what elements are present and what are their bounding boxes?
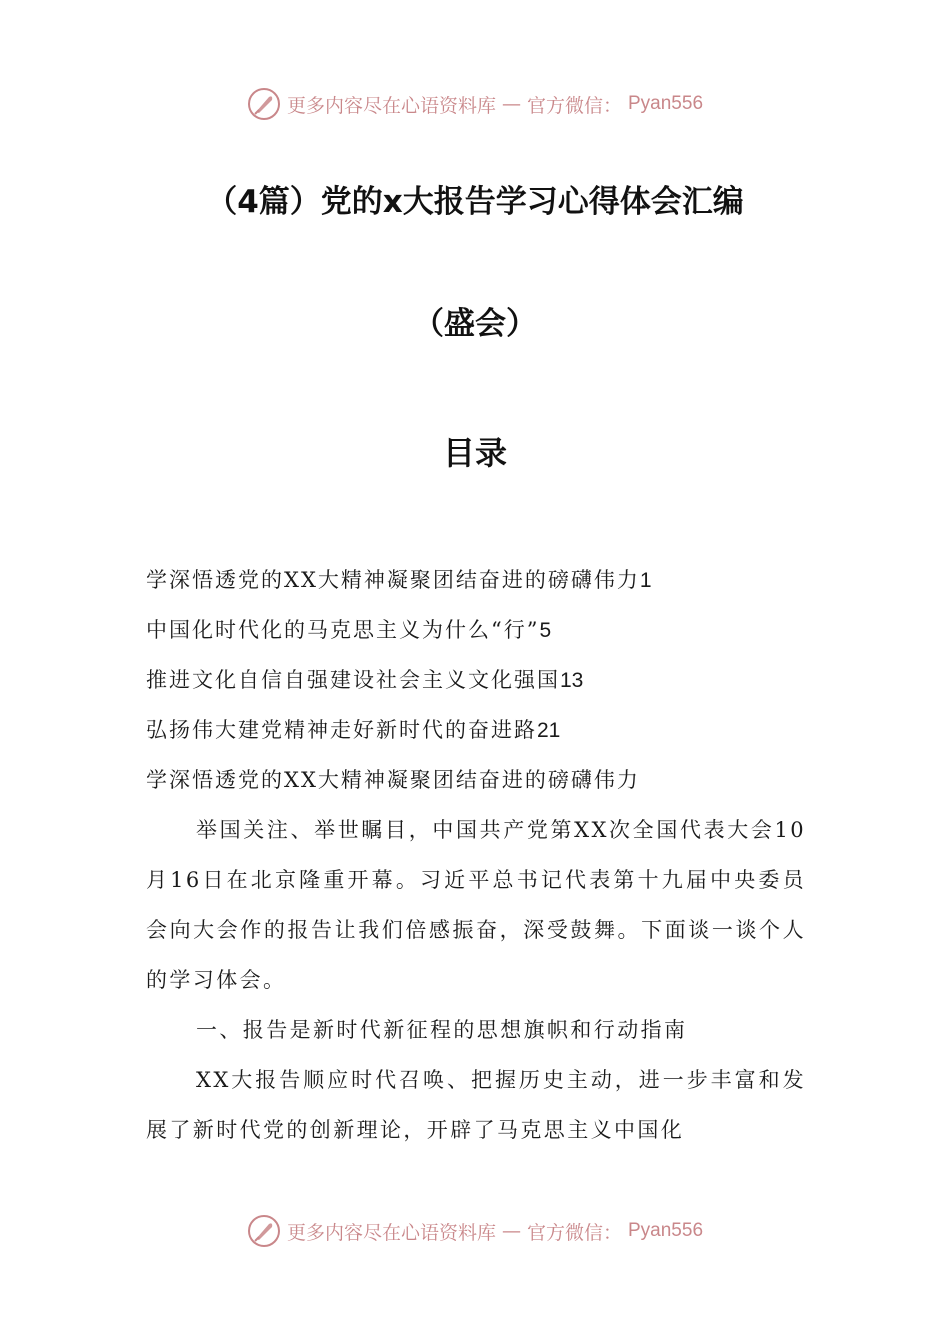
toc-item[interactable] (146, 610, 652, 660)
watermark-text: 更多内容尽在心语资料库 (286, 1221, 496, 1244)
watermark-header (0, 84, 950, 124)
document-subtitle: （盛会） (413, 306, 537, 342)
watermark-text: 更多内容尽在心语资料库 (286, 94, 496, 117)
toc-item[interactable] (146, 560, 652, 610)
table-of-contents (146, 560, 652, 760)
toc-item-title: 推进文化自信自强建设社会主义文化强国 (146, 668, 560, 692)
watermark-wechat-id: Pyan556 (628, 93, 704, 114)
article-section-heading: 一、报告是新时代新征程的思想旗帜和行动指南 (196, 1018, 688, 1042)
watermark-wechat-label: 官方微信： (526, 1221, 622, 1244)
watermark-wechat-id: Pyan556 (628, 1220, 704, 1241)
toc-item-page: 13 (560, 669, 584, 692)
toc-item-page: 1 (639, 569, 652, 592)
quill-logo-icon (247, 1214, 281, 1248)
toc-item-title: 中国化时代化的马克思主义为什么“行” (146, 618, 540, 642)
quill-logo-icon (247, 87, 281, 121)
toc-heading: 目录 (442, 434, 507, 472)
toc-item-page: 21 (537, 719, 561, 742)
watermark-dash: — (501, 1220, 521, 1242)
watermark-footer (0, 1211, 950, 1251)
toc-item-title: 弘扬伟大建党精神走好新时代的奋进路 (146, 718, 537, 742)
toc-item-page: 5 (539, 619, 552, 642)
document-title: （4篇）党的x大报告学习心得体会汇编 (206, 184, 744, 220)
article-paragraph: XX大报告顺应时代召唤、把握历史主动，进一步丰富和发展了新时代党的创新理论，开辟了马克思主义中国化 (146, 1068, 806, 1142)
article-paragraph: 举国关注、举世瞩目，中国共产党第XX次全国代表大会10月16日在北京隆重开幕。习近平总书记代表第十九届中央委员会向大会作的报告让我们倍感振奋，深受鼓舞。下面谈一谈个人的学习体会。 (146, 818, 806, 992)
toc-item[interactable] (146, 660, 652, 710)
watermark-wechat-label: 官方微信： (526, 94, 622, 117)
watermark-dash: — (501, 93, 521, 115)
article-heading: 学深悟透党的XX大精神凝聚团结奋进的磅礴伟力 (146, 768, 640, 792)
toc-item-title: 学深悟透党的XX大精神凝聚团结奋进的磅礴伟力 (146, 568, 640, 592)
toc-item[interactable] (146, 710, 652, 760)
